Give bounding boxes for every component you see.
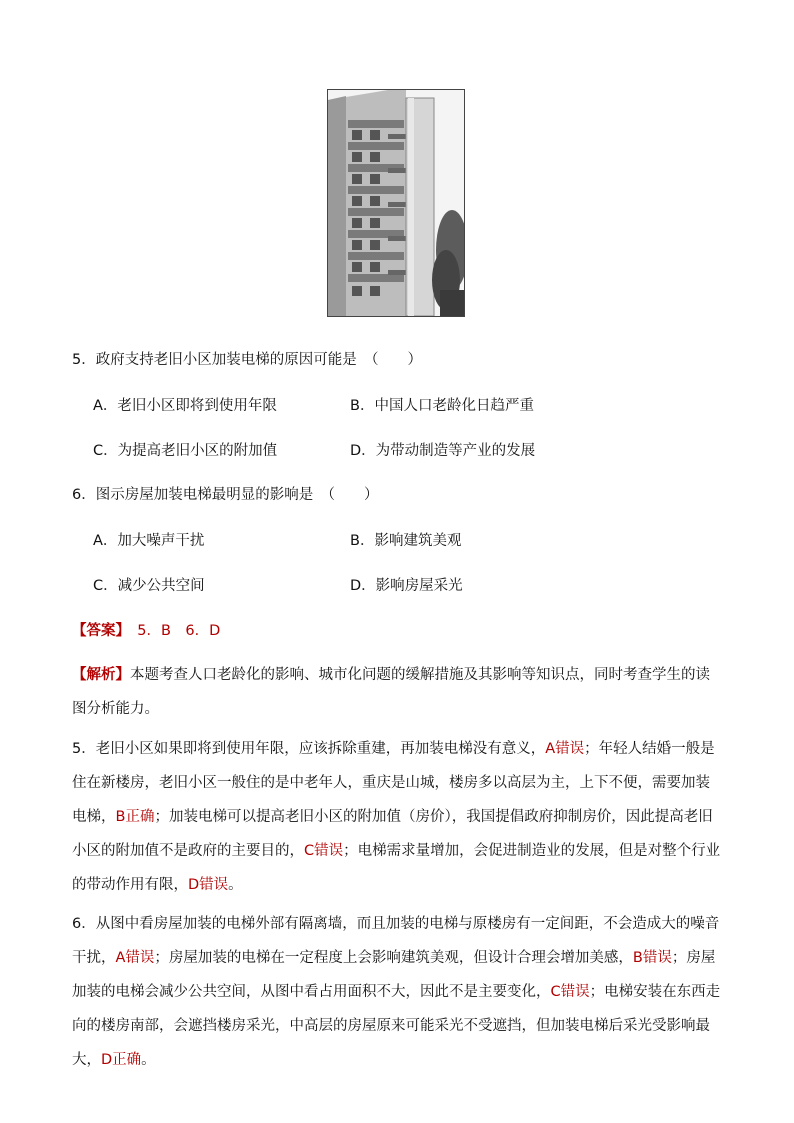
exp5-mark-a: A错误 <box>545 741 585 757</box>
q6-option-c: C．减少公共空间 <box>93 578 205 594</box>
exp6-part1: 6．从图中看房屋加装的电梯外部有隔离墙，而且加装的电梯与原楼房有一定间距，不会造成大的噪音干扰， <box>72 916 720 966</box>
building-elevator-photo <box>327 89 465 317</box>
exp6-mark-b: B错误 <box>632 950 672 966</box>
answer-line <box>72 621 220 641</box>
answer-label: 【答案】 <box>72 623 123 639</box>
analysis-label: 【解析】 <box>72 667 130 683</box>
analysis-paragraph <box>72 658 724 726</box>
exp5-mark-b: B正确 <box>115 809 155 825</box>
q5-option-b: B．中国人口老龄化日趋严重 <box>350 398 534 414</box>
exp5-part1: 5．老旧小区如果即将到使用年限，应该拆除重建，再加装电梯没有意义， <box>72 741 546 757</box>
exp6-mark-d: D正确 <box>101 1052 142 1068</box>
q6-option-b: B．影响建筑美观 <box>350 533 462 549</box>
q5-option-d: D．为带动制造等产业的发展 <box>350 443 536 459</box>
answer-text: 5．B 6．D <box>122 623 221 639</box>
exp6-part5: 。 <box>141 1052 156 1068</box>
exp6-part3: ；房屋加装的电梯会减少公共空间，从图中看占用面积不大，因此不是主要变化， <box>72 950 716 1000</box>
exp6-part4: ；电梯安装在东西走向的楼房南部，会遮挡楼房采光，中高层的房屋原来可能采光不受遮挡，但加装电梯后采光受影响最大， <box>72 984 721 1068</box>
exp5-part2: ；年轻人结婚一般是住在新楼房，老旧小区一般住的是中老年人，重庆是山城，楼房多以高层为主，上下不便，需要加装电梯， <box>72 741 715 825</box>
exp5-mark-c: C错误 <box>304 843 344 859</box>
q6-option-d: D．影响房屋采光 <box>350 578 463 594</box>
exp6-mark-c: C错误 <box>550 984 590 1000</box>
exp6-mark-a: A错误 <box>115 950 155 966</box>
q5-option-c: C．为提高老旧小区的附加值 <box>93 443 278 459</box>
exp5-mark-d: D错误 <box>188 877 229 893</box>
explanation-5 <box>72 732 724 902</box>
exp6-part2: ；房屋加装的电梯在一定程度上会影响建筑美观，但设计合理会增加美感， <box>154 950 633 966</box>
q6-option-a: A．加大噪声干扰 <box>93 533 205 549</box>
exp5-part3: ；加装电梯可以提高老旧小区的附加值（房价），我国提倡政府抑制房价，因此提高老旧小区的附加值不是政府的主要目的， <box>72 809 713 859</box>
question-5-stem: 5．政府支持老旧小区加装电梯的原因可能是 （ ） <box>72 352 422 368</box>
analysis-text: 本题考查人口老龄化的影响、城市化问题的缓解措施及其影响等知识点，同时考查学生的读图分析能力。 <box>72 667 710 717</box>
explanation-6 <box>72 907 724 1077</box>
exp5-part5: 。 <box>228 877 243 893</box>
exp5-part4: ；电梯需求量增加，会促进制造业的发展，但是对整个行业的带动作用有限， <box>72 843 721 893</box>
q5-option-a: A．老旧小区即将到使用年限 <box>93 398 277 414</box>
question-6-stem: 6．图示房屋加装电梯最明显的影响是 （ ） <box>72 487 379 503</box>
